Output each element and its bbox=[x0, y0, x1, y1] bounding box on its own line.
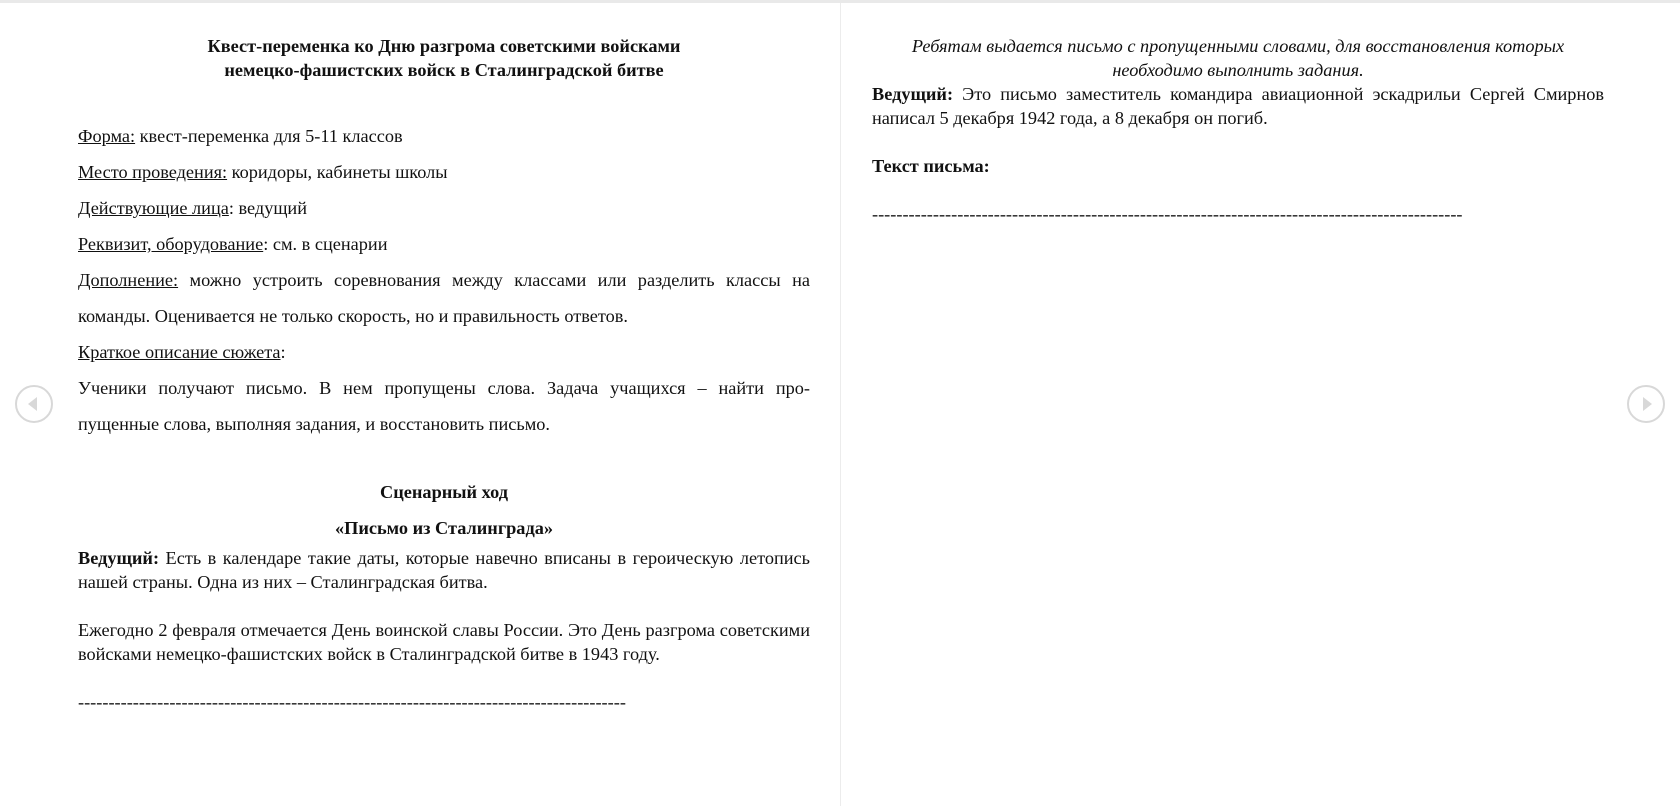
addition-label: Дополнение: bbox=[78, 270, 179, 290]
right-host-text: Это письмо заместитель командира авиационной эскадрильи Сергей Смирнов написал 5 декабря 1942 года, а 8 декабря он погиб. bbox=[872, 84, 1604, 128]
host-paragraph bbox=[78, 546, 810, 594]
props-label: Реквизит, оборудование bbox=[78, 234, 264, 254]
next-page-button[interactable] bbox=[1627, 385, 1665, 423]
props-line bbox=[78, 226, 810, 262]
chevron-right-icon bbox=[1629, 387, 1663, 421]
plot-text: Ученики получают письмо. В нем пропущены слова. Задача учащихся – найти про-пущенные слова, выполняя задания, и восстановить письмо. bbox=[78, 378, 810, 434]
dash-separator-right: ------------------------------------------------------------------------------------------------- bbox=[872, 204, 1463, 224]
plot-label: Краткое описание сюжета bbox=[78, 342, 281, 362]
right-page-content bbox=[872, 34, 1604, 226]
characters-line bbox=[78, 190, 810, 226]
addition-line bbox=[78, 262, 810, 334]
right-host-paragraph bbox=[872, 82, 1604, 130]
characters-label: Действующие лица bbox=[78, 198, 229, 218]
form-line bbox=[78, 118, 810, 154]
venue-line bbox=[78, 154, 810, 190]
addition-value: можно устроить соревнования между классами или разделить классы на команды. Оценивается не только скорость, но и правильность ответов. bbox=[78, 270, 810, 326]
document-title-line-1: Квест-переменка ко Дню разгрома советскими войсками bbox=[207, 36, 681, 56]
right-host-label: Ведущий: bbox=[872, 84, 954, 104]
left-page-content bbox=[78, 34, 810, 714]
scenario-heading: Сценарный ход bbox=[380, 482, 508, 502]
host-text: Есть в календаре такие даты, которые навечно вписаны в героическую летопись нашей страны. Одна из них – Сталинградская битва. bbox=[78, 548, 810, 592]
props-value: : см. в сценарии bbox=[263, 234, 388, 254]
venue-value: коридоры, кабинеты школы bbox=[227, 162, 448, 182]
form-label: Форма: bbox=[78, 126, 136, 146]
plot-line bbox=[78, 334, 810, 370]
february-paragraph: Ежегодно 2 февраля отмечается День воинской славы России. Это День разгрома советскими войсками немецко-фашистских войск в Сталинградской битве в 1943 году. bbox=[78, 620, 810, 664]
chevron-left-icon bbox=[17, 387, 51, 421]
host-label: Ведущий: bbox=[78, 548, 160, 568]
intro-italic: Ребятам выдается письмо с пропущенными словами, для восстановления которых необходимо выполнить задания. bbox=[911, 36, 1565, 80]
characters-value: : ведущий bbox=[228, 198, 307, 218]
prev-page-button[interactable] bbox=[15, 385, 53, 423]
document-title-line-2: немецко-фашистских войск в Сталинградской битве bbox=[224, 60, 664, 80]
venue-label: Место проведения: bbox=[78, 162, 228, 182]
letter-heading: Текст письма: bbox=[872, 156, 990, 176]
form-value: квест-переменка для 5-11 классов bbox=[135, 126, 403, 146]
scenario-subheading: «Письмо из Сталинграда» bbox=[335, 518, 553, 538]
plot-colon: : bbox=[280, 342, 286, 362]
dash-separator-left: ------------------------------------------------------------------------------------------ bbox=[78, 692, 626, 712]
